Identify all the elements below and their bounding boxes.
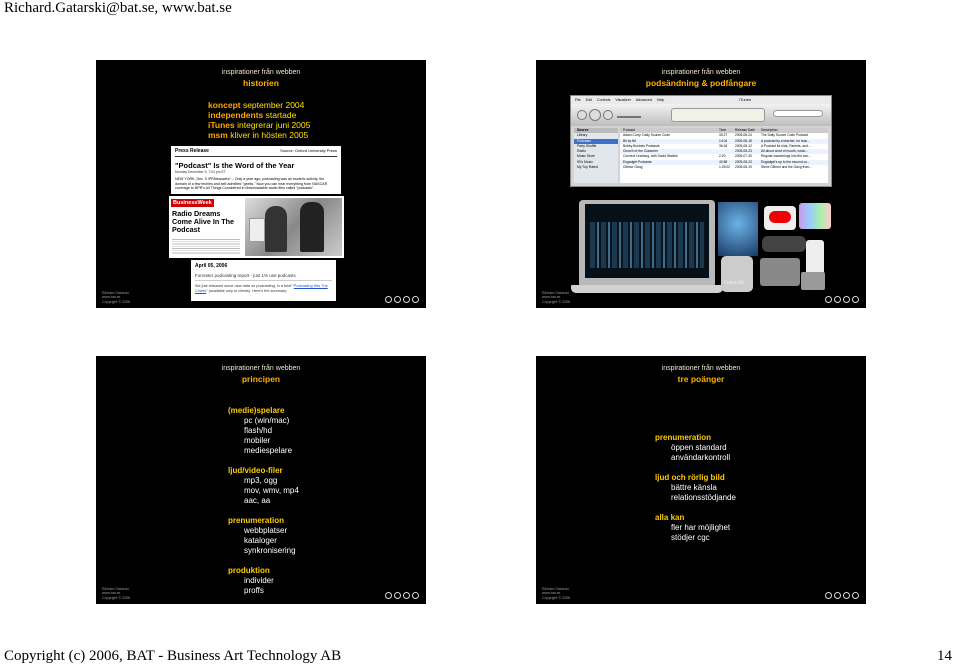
list-item: öppen standard <box>671 443 727 452</box>
list-item: mov, wmv, mp4 <box>244 486 299 495</box>
next-icon <box>603 110 613 120</box>
list-item: stödjer cgc <box>671 533 710 542</box>
list-group: alla kan fler har möjlighet stödjer cgc <box>655 513 736 543</box>
forrester-blog-clipping <box>191 260 336 301</box>
itunes-display <box>671 108 765 122</box>
search-field <box>773 110 823 117</box>
laptop-image <box>579 200 715 288</box>
bat-logo-icon <box>825 296 859 303</box>
bat-logo-icon <box>825 592 859 599</box>
press-title: "Podcast" Is the Word of the Year <box>175 161 295 170</box>
list-item: användarkontroll <box>671 453 731 462</box>
source-item: Library <box>577 133 588 138</box>
media-app-screen <box>590 222 704 268</box>
source-item: Podcasts <box>574 139 618 144</box>
list-item: mp3, ogg <box>244 476 278 485</box>
slide-credit: Richard Gatarski www.bat.se Copyright © 2006 <box>102 586 131 600</box>
press-label: Press Release <box>175 148 209 154</box>
source-item: My Top Rated <box>577 165 598 170</box>
slide-title: principen <box>241 374 281 384</box>
podcast-row: Bit by Bit 14:04 2005-08-18 A podcast by a teacher, for teac... <box>620 139 828 144</box>
principle-list <box>228 406 299 604</box>
podcast-list <box>620 128 828 183</box>
list-item: bättre känsla <box>671 483 717 492</box>
sunglasses-player-image <box>762 236 806 252</box>
press-release-clipping <box>171 146 341 194</box>
blog-title: Forrester podcasting report - just 1% use podcasts <box>195 273 332 281</box>
intro-line: msm kliver in hösten 2005 <box>208 130 309 140</box>
itunes-title: iTunes <box>739 97 751 102</box>
mp3-player-image <box>764 206 796 230</box>
source-item: Music Store <box>577 154 595 159</box>
play-icon <box>589 109 601 121</box>
list-item: synkronisering <box>244 546 296 555</box>
itunes-menubar: File Edit Controls Visualizer Advanced Help <box>571 96 831 104</box>
itunes-toolbar <box>571 104 831 126</box>
article-text-lines <box>172 238 240 254</box>
slide-title: podsändning & podfångare <box>645 78 757 88</box>
ipod-nano-colors-image <box>799 203 831 229</box>
intro-line: iTunes integrerar juni 2005 <box>208 120 311 130</box>
list-group: prenumeration webbplatser kataloger synkronisering <box>228 516 299 556</box>
source-item: 90's Music <box>577 159 593 164</box>
bat-logo-icon <box>385 592 419 599</box>
page-footer: Copyright (c) 2006, BAT - Business Art Technology AB <box>4 648 342 664</box>
slide-kicker: inspirationer från webben <box>661 69 741 76</box>
press-body: NEW YORK, Dec. 5 /PRNewswire/ -- Only a year ago, podcasting was an esoteric activity, the domain of a few techies and self-admitted "geeks." Now you can hear everything from NASCAR coverage to NPR's All Things Considered in downloadable audio files called "podcasts". <box>175 177 328 190</box>
slide-credit: Richard Gatarski www.bat.se Copyright © 2006 <box>542 290 571 304</box>
source-item: Radio <box>577 149 586 154</box>
podcast-list-header: Podcast Time Release Date Description <box>620 128 828 133</box>
list-group: (medie)spelare pc (win/mac) flash/hd mobiler mediespelare <box>228 406 299 456</box>
volume-slider <box>617 116 641 118</box>
headset-image <box>801 272 825 290</box>
businessweek-clipping <box>169 196 344 258</box>
list-group: produktion individer proffs <box>228 566 299 596</box>
businessweek-headline: Radio Dreams Come Alive In The Podcast <box>172 209 235 234</box>
list-item: flash/hd <box>244 426 273 435</box>
list-item: individer <box>244 576 274 585</box>
itunes-window-screenshot <box>570 95 832 187</box>
page-number: 14 <box>937 648 952 664</box>
points-list <box>655 433 736 553</box>
history-intro <box>208 100 310 140</box>
list-item: relationsstödjande <box>671 493 736 502</box>
podcast-row: Engadget Podcasts 40:58 2005-08-23 Engadget's up to the second co... <box>620 160 828 165</box>
bat-logo-icon <box>385 296 419 303</box>
list-group: ljud och rörlig bild bättre känsla relationsstödjande <box>655 473 736 502</box>
slide-kicker: inspirationer från webben <box>221 365 301 372</box>
blog-link[interactable]: Podcasting Hits The Charts <box>195 284 328 293</box>
list-item: aac, aa <box>244 496 271 505</box>
page-header: Richard.Gatarski@bat.se, www.bat.se <box>4 0 232 16</box>
intro-line: koncept september 2004 <box>208 100 305 110</box>
source-item: Party Shuffle <box>577 143 597 148</box>
slide-principen <box>96 356 426 604</box>
blog-body: We just released some new data on podcasting, in a brief "Podcasting Hits The Charts" (available only to clients). Here's the summary: <box>195 284 328 293</box>
slide-kicker: inspirationer från webben <box>221 69 301 76</box>
person-figure <box>265 206 287 252</box>
list-item: mediespelare <box>244 446 293 455</box>
slide-title: historien <box>243 78 279 88</box>
list-item: mobiler <box>244 436 271 445</box>
list-item: webbplatser <box>244 526 288 535</box>
podcast-row: Bobby Buckets Podcasts 36:18 2005-08-12 A Podcast for kids, Parents, and... <box>623 143 811 148</box>
car-kit-image <box>760 258 800 286</box>
hub-audio-label: hubaudio <box>724 280 745 286</box>
article-photo <box>245 198 342 256</box>
itunes-source-list: Source Library Podcasts Party Shuffle Radio Music Store 90's Music My Top Rated <box>574 128 618 183</box>
podcast-row: Gillmor Gang 1:25:02 2005-08-19 Steve Gillmor and the Gang from... <box>623 165 812 170</box>
blog-date: April 05, 2006 <box>195 263 228 269</box>
ipod-image <box>249 218 265 242</box>
press-date: Monday December 5, 7:04 pm ET <box>175 170 226 174</box>
slide-kicker: inspirationer från webben <box>661 365 741 372</box>
list-item: fler har möjlighet <box>671 523 731 532</box>
slide-credit: Richard Gatarski www.bat.se Copyright © 2006 <box>542 586 571 600</box>
list-item: proffs <box>244 586 264 595</box>
laptop-base <box>571 285 723 293</box>
list-group: prenumeration öppen standard användarkontroll <box>655 433 736 463</box>
businessweek-logo: BusinessWeek <box>173 200 212 206</box>
intro-line: independents startade <box>208 110 297 120</box>
slide-historien <box>96 60 426 308</box>
mobile-phone-image <box>721 256 753 292</box>
list-group: ljud/video-filer mp3, ogg mov, wmv, mp4 aac, aa <box>228 466 299 505</box>
slide-tre-poanger <box>536 356 866 604</box>
slide-title: tre poänger <box>677 374 725 384</box>
previous-icon <box>577 110 587 120</box>
list-item: kataloger <box>244 536 277 545</box>
slide-credit: Richard Gatarski www.bat.se Copyright © 2006 <box>102 290 131 304</box>
slide-podsandning <box>536 60 866 308</box>
list-item: pc (win/mac) <box>244 416 290 425</box>
ipod-silhouette-image <box>718 202 758 256</box>
press-source: Source: Oxford University Press <box>280 148 337 153</box>
podcast-row: Adam Curry: Daily Source Code 30:27 2005-08-24 The Daily Source Code Podcast <box>623 133 808 138</box>
podcast-row: Church of the Customer 2005-08-23 All about word of mouth, custo... <box>620 149 828 154</box>
podcast-row: Connect Learning, with David Warlick 2:20 2005-07-30 Regular wanderings into the wor... <box>623 154 811 159</box>
person-figure <box>300 202 324 252</box>
